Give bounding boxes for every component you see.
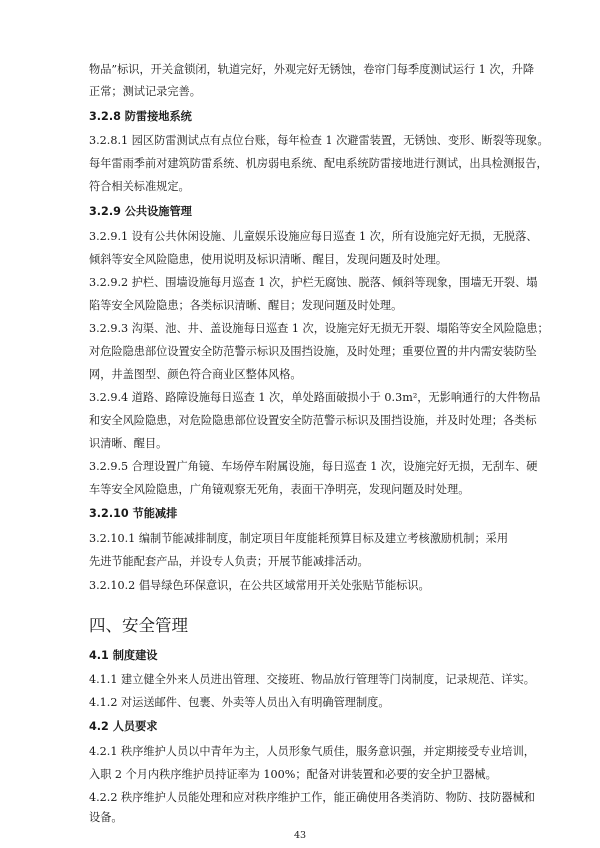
body-text-line: 4.1.1 建立健全外来人员进出管理、交接班、物品放行管理等门岗制度，记录规范、详实。 bbox=[89, 673, 535, 686]
page-number: 43 bbox=[293, 830, 307, 841]
body-text-line: 倾斜等安全风险隐患，使用说明及标识清晰、醒目，发现问题及时处理。 bbox=[89, 253, 448, 266]
body-text-line: 设备。 bbox=[89, 811, 123, 824]
body-text-line: 对危险隐患部位设置安全防范警示标识及围挡设施，及时处理；重要位置的井内需安装防坠 bbox=[89, 345, 537, 358]
body-text-line: 正常；测试记录完善。 bbox=[89, 85, 201, 98]
section-heading-3-2-10: 3.2.10 节能减排 bbox=[89, 507, 178, 520]
body-text-line: 网，井盖图型、颜色符合商业区整体风格。 bbox=[89, 368, 302, 381]
body-text-line: 3.2.8.1 园区防雷测试点有点位台账，每年检查 1 次避雷装置，无锈蚀、变形、断裂等现象。 bbox=[89, 134, 549, 147]
body-text-line: 和安全风险隐患，对危险隐患部位设置安全防范警示标识及围挡设施，并及时处理；各类标 bbox=[89, 414, 537, 427]
body-text-line: 3.2.9.3 沟渠、池、井、盖设施每日巡查 1 次，设施完好无损无开裂、塌陷等安全风险隐患； bbox=[89, 322, 549, 335]
body-text-line: 4.1.2 对运送邮件、包裹、外卖等人员出入有明确管理制度。 bbox=[89, 696, 390, 709]
body-text-line: 车等安全风险隐患，广角镜观察无死角，表面干净明亮，发现问题及时处理。 bbox=[89, 483, 470, 496]
body-text-line: 4.2.1 秩序维护人员以中青年为主，人员形象气质佳，服务意识强，并定期接受专业培训， bbox=[89, 745, 535, 758]
body-text-line: 符合相关标准规定。 bbox=[89, 180, 190, 193]
section-heading-3-2-8: 3.2.8 防雷接地系统 bbox=[89, 110, 192, 123]
body-text-line: 先进节能配套产品，并设专人负责；开展节能减排活动。 bbox=[89, 555, 369, 568]
body-text-line: 3.2.9.2 护栏、围墙设施每月巡查 1 次，护栏无腐蚀、脱落、倾斜等现象，围墙无开裂、塌 bbox=[89, 276, 538, 289]
body-text-line: 识清晰、醒目。 bbox=[89, 437, 168, 450]
body-text-line: 物品”标识，开关盒锁闭，轨道完好，外观完好无锈蚀，卷帘门每季度测试运行 1 次，升降 bbox=[89, 63, 535, 76]
body-text-line: 3.2.10.2 倡导绿色环保意识，在公共区域常用开关处张贴节能标识。 bbox=[89, 579, 430, 592]
section-heading-3-2-9: 3.2.9 公共设施管理 bbox=[89, 205, 192, 218]
body-text-line: 3.2.10.1 编制节能减排制度，制定项目年度能耗预算目标及建立考核激励机制；采用 bbox=[89, 532, 509, 545]
section-heading-4-1: 4.1 制度建设 bbox=[89, 649, 158, 662]
body-text-line: 入职 2 个月内秩序维护员持证率为 100%；配备对讲装置和必要的安全护卫器械。 bbox=[89, 768, 497, 781]
body-text-line: 陷等安全风险隐患；各类标识清晰、醒目；发现问题及时处理。 bbox=[89, 299, 403, 312]
chapter-heading: 四、安全管理 bbox=[89, 616, 188, 635]
body-text-line: 每年雷雨季前对建筑防雷系统、机房弱电系统、配电系统防雷接地进行测试，出具检测报告， bbox=[89, 157, 548, 170]
body-text-line: 3.2.9.1 设有公共休闲设施、儿童娱乐设施应每日巡查 1 次，所有设施完好无损，无脱落、 bbox=[89, 230, 538, 243]
section-heading-4-2: 4.2 人员要求 bbox=[89, 720, 158, 733]
body-text-line: 3.2.9.4 道路、路障设施每日巡查 1 次，单处路面破损小于 0.3m²，无影响通行的大件物品 bbox=[89, 391, 541, 404]
body-text-line: 3.2.9.5 合理设置广角镜、车场停车附属设施，每日巡查 1 次，设施完好无损，无刮车、硬 bbox=[89, 460, 538, 473]
body-text-line: 4.2.2 秩序维护人员能处理和应对秩序维护工作，能正确使用各类消防、物防、技防器械和 bbox=[89, 791, 535, 804]
